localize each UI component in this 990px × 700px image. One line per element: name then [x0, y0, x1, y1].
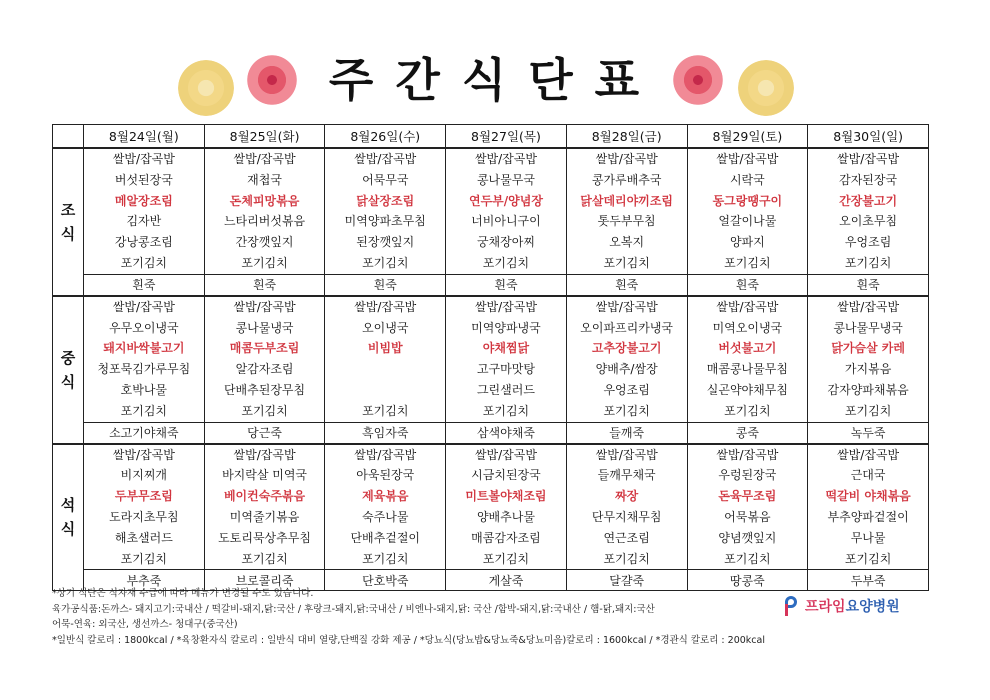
menu-item: 너비아니구이: [471, 214, 541, 229]
menu-cell: [566, 444, 687, 570]
day-header: 8월25일(화): [204, 125, 325, 149]
day-header: 8월28일(금): [566, 125, 687, 149]
menu-cell: [808, 148, 929, 274]
menu-item: 쌀밥/잡곡밥: [354, 152, 417, 166]
menu-item: 양배추나물: [476, 509, 535, 524]
corner-cell: [53, 125, 84, 149]
menu-item: 김자반: [126, 214, 162, 229]
porridge-cell: 두부죽: [808, 570, 929, 591]
main-dish-item: 닭가슴살 카레: [831, 341, 905, 356]
prime-p-logo-icon: [785, 596, 801, 616]
menu-item: 쌀밥/잡곡밥: [474, 152, 537, 166]
menu-item: [325, 359, 445, 380]
origin-meat-note: 육가공식품:돈까스- 돼지고기:국내산 / 떡갈비-돼지,닭:국산 / 후랑크-돼지,닭:국내산 / 비엔나-돼지,닭: 국산 /함박-돼지,닭:국내산 / 햄-닭,돼지:국산: [52, 603, 655, 615]
porridge-cell: 흰죽: [566, 274, 687, 296]
menu-cell: [687, 148, 808, 274]
menu-item: 미역양파초무침: [344, 214, 426, 229]
menu-item: 단무지채무침: [591, 509, 662, 524]
menu-item: 감자양파채볶음: [827, 382, 909, 397]
porridge-cell: 흰죽: [808, 274, 929, 296]
weekly-menu-table: [52, 124, 929, 591]
porridge-cell: 흰죽: [687, 274, 808, 296]
menu-item: 포기김치: [120, 255, 168, 270]
menu-item: 포기김치: [724, 255, 771, 270]
menu-item: 포기김치: [482, 255, 530, 270]
menu-item: 시락국: [729, 172, 765, 187]
menu-item: 가지볶음: [844, 362, 892, 377]
menu-item: 포기김치: [241, 551, 288, 566]
menu-item: 오이파프리카냉국: [580, 320, 674, 335]
porridge-cell: 흰죽: [325, 274, 446, 296]
yellow-rose-icon: [738, 60, 794, 116]
menu-item: 느타리버섯볶음: [223, 214, 306, 229]
porridge-cell: 게살죽: [446, 570, 567, 591]
day-header: 8월27일(목): [446, 125, 567, 149]
menu-item: 어묵볶음: [724, 509, 771, 524]
change-notice: *상기 식단은 식자재 수급에 따라 메뉴가 변경될 수도 있습니다.: [52, 588, 314, 599]
menu-cell: [687, 296, 808, 422]
menu-item: 궁채장아찌: [476, 235, 535, 250]
menu-item: 톳두부무침: [597, 214, 656, 229]
menu-item: 고구마맛탕: [476, 362, 535, 377]
main-dish-item: 제육볶음: [362, 489, 409, 504]
main-dish-item: 떡갈비 야채볶음: [825, 489, 911, 504]
menu-item: 포기김치: [724, 403, 771, 418]
main-dish-item: 연두부/양념장: [468, 193, 543, 208]
main-dish-item: 메알장조림: [114, 193, 173, 208]
menu-item: 우엉조림: [603, 382, 650, 397]
menu-item: 우무오이냉국: [109, 320, 179, 335]
menu-cell: [446, 296, 567, 422]
menu-cell: [446, 148, 567, 274]
menu-item: 포기김치: [844, 255, 892, 270]
main-dish-item: 닭살데리야끼조림: [580, 193, 674, 208]
header: [0, 30, 990, 120]
menu-cell: [84, 296, 205, 422]
menu-item: 쌀밥/잡곡밥: [354, 299, 417, 314]
menu-item: 포기김치: [362, 255, 409, 270]
menu-item: 미역줄기볶음: [229, 509, 300, 524]
menu-item: 쌀밥/잡곡밥: [233, 299, 296, 314]
menu-cell: [204, 296, 325, 422]
menu-item: 강낭콩조림: [114, 235, 173, 250]
menu-item: 쌀밥/잡곡밥: [112, 447, 175, 462]
menu-item: 쌀밥/잡곡밥: [233, 447, 296, 462]
menu-item: 포기김치: [482, 403, 530, 418]
menu-cell: [325, 444, 446, 570]
meal-label-text: 중 식: [60, 348, 76, 391]
menu-cell: [687, 444, 808, 570]
menu-item: 미역오이냉국: [712, 320, 783, 335]
porridge-cell: 달걀죽: [566, 570, 687, 591]
porridge-cell: 브로콜리죽: [204, 570, 325, 591]
menu-cell: [325, 148, 446, 274]
menu-item: 포기김치: [603, 255, 650, 270]
meal-label: [53, 444, 84, 591]
meal-label: [53, 148, 84, 296]
day-header: 8월30일(일): [808, 125, 929, 149]
menu-item: 숙주나물: [362, 509, 409, 524]
main-dish-item: 짜장: [615, 489, 639, 504]
main-dish-item: 동그랑땡구이: [712, 193, 783, 208]
menu-item: 포기김치: [844, 403, 892, 418]
menu-item: 미역양파냉국: [471, 320, 541, 335]
porridge-cell: 녹두죽: [808, 422, 929, 444]
menu-cell: [808, 444, 929, 570]
menu-item: 쌀밥/잡곡밥: [837, 152, 900, 166]
main-dish-item: 간장불고기: [839, 193, 898, 208]
menu-item: 포기김치: [482, 551, 530, 566]
hospital-logo: [785, 596, 900, 616]
menu-item: 우엉조림: [844, 235, 892, 250]
menu-cell: [204, 148, 325, 274]
main-dish-item: 버섯불고기: [718, 341, 777, 356]
menu-item: 양념깻잎지: [718, 530, 777, 545]
porridge-cell: 소고기야채죽: [84, 422, 205, 444]
menu-item: 근대국: [850, 468, 886, 483]
menu-item: 포기김치: [362, 403, 409, 418]
menu-item: 얼갈이나물: [718, 214, 777, 229]
menu-item: 쌀밥/잡곡밥: [716, 447, 779, 462]
main-dish-item: 돼지바싹불고기: [103, 341, 185, 356]
menu-cell: [84, 444, 205, 570]
menu-cell: [84, 148, 205, 274]
menu-item: 쌀밥/잡곡밥: [474, 299, 537, 314]
menu-cell: [808, 296, 929, 422]
porridge-row: [53, 274, 929, 296]
menu-item: 아욱된장국: [356, 468, 415, 483]
menu-item: 쌀밥/잡곡밥: [837, 447, 900, 462]
menu-item: 포기김치: [844, 551, 892, 566]
menu-item: 쌀밥/잡곡밥: [112, 299, 175, 314]
menu-cell: [325, 296, 446, 422]
menu-item: 매콤감자조림: [471, 530, 541, 545]
menu-cell: [566, 296, 687, 422]
menu-item: 쌀밥/잡곡밥: [595, 447, 658, 462]
menu-item: 간장깻잎지: [235, 235, 294, 250]
logo-text: [805, 596, 900, 616]
menu-item: 알감자조림: [235, 362, 294, 377]
main-dish-item: 두부무조림: [114, 489, 173, 504]
menu-item: 양파지: [729, 235, 765, 250]
menu-item: 오이냉국: [362, 320, 409, 335]
menu-item: 쌀밥/잡곡밥: [595, 299, 658, 314]
porridge-cell: 콩죽: [687, 422, 808, 444]
day-header-row: [53, 125, 929, 149]
porridge-cell: 단호박죽: [325, 570, 446, 591]
meal-row: [53, 148, 929, 274]
main-dish-item: 미트볼야채조림: [465, 489, 547, 504]
porridge-cell: 흰죽: [446, 274, 567, 296]
menu-item: 쌀밥/잡곡밥: [837, 299, 900, 314]
main-dish-item: 돈육무조림: [718, 489, 777, 504]
menu-item: 포기김치: [362, 551, 409, 566]
menu-item: 콩나물무국: [476, 172, 535, 187]
porridge-cell: 흑임자죽: [325, 422, 446, 444]
meal-row: [53, 444, 929, 570]
menu-item: 쌀밥/잡곡밥: [595, 152, 658, 166]
porridge-cell: 삼색야채죽: [446, 422, 567, 444]
main-dish-item: 야채찜닭: [482, 341, 530, 356]
menu-item: [325, 380, 445, 401]
porridge-cell: 당근죽: [204, 422, 325, 444]
menu-item: 실곤약야채무침: [706, 382, 788, 397]
day-header: 8월29일(토): [687, 125, 808, 149]
menu-item: 버섯된장국: [114, 172, 173, 187]
logo-name-prefix: 프라임: [805, 599, 846, 615]
main-dish-item: 고추장불고기: [591, 341, 662, 356]
calorie-note: *일반식 칼로리 : 1800kcal / *육창환자식 칼로리 : 일반식 대비 열량,단백질 강화 제공 / *당뇨식(당뇨밥&당뇨죽&당뇨미음)칼로리 : 1600kcal / *경관식 칼로리 : 200kcal: [52, 634, 765, 646]
day-header: 8월24일(월): [84, 125, 205, 149]
main-dish-item: 닭살장조림: [356, 193, 415, 208]
main-dish-item: 매콤두부조림: [229, 341, 300, 356]
menu-item: 매콤콩나물무침: [706, 362, 788, 377]
menu-item: 쌀밥/잡곡밥: [112, 152, 175, 166]
menu-item: 포기김치: [120, 551, 168, 566]
porridge-cell: 부추죽: [84, 570, 205, 591]
menu-item: 포기김치: [603, 403, 650, 418]
meal-row: [53, 296, 929, 422]
porridge-row: [53, 422, 929, 444]
menu-item: 단배추된장무침: [223, 382, 306, 397]
menu-item: 포기김치: [724, 551, 771, 566]
menu-item: 단배추겉절이: [350, 530, 421, 545]
menu-item: 포기김치: [241, 403, 288, 418]
menu-cell: [446, 444, 567, 570]
menu-item: 도라지초무침: [109, 509, 179, 524]
menu-item: 오이초무침: [839, 214, 898, 229]
menu-item: 무나물: [850, 530, 886, 545]
menu-item: 포기김치: [603, 551, 650, 566]
menu-item: 그린샐러드: [476, 382, 535, 397]
menu-item: 콩나물냉국: [235, 320, 294, 335]
porridge-cell: 흰죽: [84, 274, 205, 296]
menu-item: 감자된장국: [839, 172, 898, 187]
meal-label-text: 조 식: [60, 200, 76, 243]
menu-item: 호박나물: [120, 382, 168, 397]
menu-item: 쌀밥/잡곡밥: [354, 447, 417, 462]
menu-item: 포기김치: [120, 403, 168, 418]
menu-item: 청포묵김가루무침: [97, 362, 191, 377]
menu-item: 양배추/쌈장: [595, 362, 658, 377]
menu-item: 쌀밥/잡곡밥: [474, 447, 537, 462]
menu-item: 도토리묵상추무침: [218, 530, 311, 545]
menu-item: 비지찌개: [120, 468, 168, 483]
pink-flower-icon: [670, 52, 726, 108]
menu-item: 재첩국: [247, 172, 282, 187]
porridge-cell: 들깨죽: [566, 422, 687, 444]
day-header: 8월26일(수): [325, 125, 446, 149]
meal-label: [53, 296, 84, 444]
menu-item: 바지락살 미역국: [222, 468, 308, 483]
menu-item: 쌀밥/잡곡밥: [716, 299, 779, 314]
menu-item: 콩가루배추국: [591, 172, 662, 187]
menu-item: 콩나물무냉국: [833, 320, 903, 335]
menu-cell: [566, 148, 687, 274]
menu-item: 된장깻잎지: [356, 235, 415, 250]
menu-cell: [204, 444, 325, 570]
meal-label-text: 석 식: [60, 496, 76, 539]
menu-item: 연근조림: [603, 530, 650, 545]
main-dish-item: 비빔밥: [367, 341, 403, 356]
main-dish-item: 베이컨숙주볶음: [223, 489, 306, 504]
porridge-cell: 흰죽: [204, 274, 325, 296]
menu-item: 우렁된장국: [718, 468, 777, 483]
page-title: 주간식단표: [328, 53, 662, 107]
menu-item: 포기김치: [241, 255, 288, 270]
menu-item: 쌀밥/잡곡밥: [716, 152, 779, 166]
menu-item: 들깨무채국: [597, 468, 656, 483]
menu-item: 오복지: [609, 235, 645, 250]
menu-item: 어묵무국: [362, 172, 409, 187]
porridge-cell: 땅콩죽: [687, 570, 808, 591]
logo-name-suffix: 요양병원: [845, 599, 900, 615]
menu-item: 쌀밥/잡곡밥: [233, 152, 296, 166]
menu-item: 해초샐러드: [114, 530, 173, 545]
menu-item: 부추양파겉절이: [827, 509, 909, 524]
origin-fish-note: 어묵-연육: 외국산, 생선까스- 청대구(중국산): [52, 619, 238, 630]
menu-item: 시금치된장국: [471, 468, 541, 483]
main-dish-item: 돈체피망볶음: [229, 193, 300, 208]
